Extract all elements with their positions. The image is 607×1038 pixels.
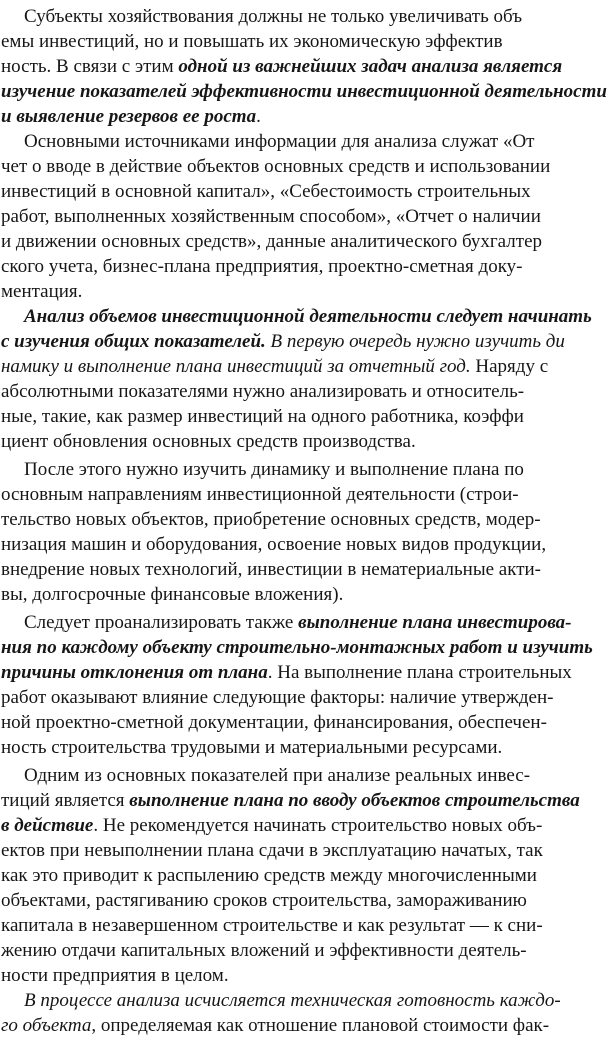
- text-line: [1, 532, 557, 557]
- text-run: работ оказывают влияние следующие факторы: наличие утвержден-: [1, 687, 554, 708]
- text-run: жению отдачи капитальных вложений и эффективности деятель-: [1, 940, 527, 961]
- text-line: [1, 204, 557, 229]
- text-line: [1, 988, 561, 1013]
- text-line: [1, 610, 572, 635]
- text-run: емы инвестиций, но и повышать их экономическую эффектив: [1, 31, 503, 52]
- text-run: ной проектно-сметной документации, финансирования, обеспечен-: [1, 712, 547, 733]
- bold-italic-run: выполнение плана инвестирова-: [298, 612, 572, 633]
- italic-run: го объекта: [1, 1015, 92, 1036]
- text-line: [1, 838, 557, 863]
- text-line: [1, 329, 565, 354]
- italic-run: намику и выполнение плана инвестиций за отчетный год.: [1, 356, 471, 377]
- text-line: [1, 710, 557, 735]
- text-line: [1, 429, 557, 454]
- text-line: [1, 154, 557, 179]
- text-run: инвестиций в основной капитал», «Себестоимость строительных: [1, 181, 531, 202]
- paragraph-7: [1, 988, 561, 1038]
- bold-italic-run: ния по каждому объекту строительно-монтажных работ и изучить: [1, 637, 593, 658]
- text-line: [1, 963, 557, 988]
- text-line: [1, 279, 557, 304]
- text-line: [1, 379, 557, 404]
- text-line: [1, 582, 557, 607]
- text-line: [1, 913, 557, 938]
- text-line: [1, 685, 557, 710]
- text-line: [1, 254, 557, 279]
- text-line: [1, 79, 607, 104]
- text-line: [1, 938, 557, 963]
- paragraph-5: [1, 610, 593, 760]
- text-line: [1, 129, 557, 154]
- text-run: основным направлениям инвестиционной деятельности (строи-: [1, 484, 519, 505]
- text-run: тиций является: [1, 790, 130, 811]
- text-run: . Не рекомендуется начинать строительство новых объ-: [93, 815, 543, 836]
- text-run: Следует проанализировать также: [24, 612, 299, 633]
- text-run: ментация.: [1, 281, 83, 302]
- text-run: ность строительства трудовыми и материальными ресурсами.: [1, 737, 503, 758]
- text-run: Одним из основных показателей при анализе реальных инвес-: [24, 765, 531, 786]
- text-run: объектами, растягиванию сроков строительства, замораживанию: [1, 890, 527, 911]
- bold-italic-run: в действие: [1, 815, 94, 836]
- text-run: ность. В связи с этим: [1, 56, 179, 77]
- text-line: [1, 557, 557, 582]
- bold-italic-run: выполнение плана по вводу объектов строительства: [129, 790, 580, 811]
- text-run: , определяемая как отношение плановой стоимости фак-: [91, 1015, 550, 1036]
- text-line: [1, 507, 557, 532]
- text-line: [1, 482, 557, 507]
- bold-italic-run: и выявление резервов ее роста: [1, 106, 257, 127]
- text-run: Наряду с: [470, 356, 549, 377]
- text-run: чет о вводе в действие объектов основных средств и использовании: [1, 156, 551, 177]
- italic-run: В процессе анализа исчисляется техническая готовность каждо-: [24, 990, 561, 1011]
- text-run: ности предприятия в целом.: [1, 965, 229, 986]
- text-run: и движении основных средств», данные аналитического бухгалтер: [1, 231, 542, 252]
- text-line: [1, 863, 557, 888]
- text-run: .: [256, 106, 261, 127]
- bold-italic-run: изучение показателей эффективности инвестиционной деятельности: [1, 81, 607, 102]
- text-line: [1, 1013, 557, 1038]
- text-run: абсолютными показателями нужно анализировать и относитель-: [1, 381, 525, 402]
- paragraph-3: [1, 304, 592, 454]
- text-run: . На выполнение плана строительных: [267, 662, 572, 683]
- bold-italic-run: одной из важнейших задач анализа является: [178, 56, 563, 77]
- text-run: работ, выполненных хозяйственным способом», «Отчет о наличии: [1, 206, 541, 227]
- text-run: ектов при невыполнении плана сдачи в эксплуатацию начатых, так: [1, 840, 543, 861]
- text-line: [1, 763, 557, 788]
- text-line: [1, 29, 557, 54]
- text-run: капитала в незавершенном строительстве и как результат — к сни-: [1, 915, 543, 936]
- text-line: [1, 457, 557, 482]
- bold-italic-run: Анализ объемов инвестиционной деятельности следует начинать: [24, 306, 592, 327]
- paragraph-1: [1, 4, 607, 129]
- text-run: вы, долгосрочные финансовые вложения).: [1, 584, 344, 605]
- bold-italic-run: причины отклонения от плана: [1, 662, 268, 683]
- text-line: [1, 404, 557, 429]
- paragraph-4: [1, 457, 557, 607]
- text-line: [1, 888, 557, 913]
- text-run: После этого нужно изучить динамику и выполнение плана по: [24, 459, 524, 480]
- text-line: [1, 735, 557, 760]
- text-line: [1, 813, 557, 838]
- text-line: [1, 660, 572, 685]
- text-run: внедрение новых технологий, инвестиции в нематериальные акти-: [1, 559, 542, 580]
- text-line: [1, 4, 557, 29]
- text-run: циент обновления основных средств производства.: [1, 431, 416, 452]
- italic-run: В первую очередь нужно изучить ди: [270, 331, 565, 352]
- paragraph-2: [1, 129, 557, 304]
- text-run: как это приводит к распылению средств между многочисленными: [1, 865, 537, 886]
- bold-italic-run: с изучения общих показателей.: [1, 331, 271, 352]
- text-run: ные, такие, как размер инвестиций на одного работника, коэффи: [1, 406, 524, 427]
- text-line: [1, 104, 557, 129]
- text-line: [1, 229, 557, 254]
- text-run: низация машин и оборудования, освоение новых видов продукции,: [1, 534, 547, 555]
- text-line: [1, 354, 557, 379]
- text-line: [1, 788, 580, 813]
- paragraph-6: [1, 763, 580, 988]
- text-line: [1, 304, 592, 329]
- text-run: Основными источниками информации для анализа служат «От: [24, 131, 535, 152]
- text-line: [1, 54, 563, 79]
- text-line: [1, 179, 557, 204]
- text-run: ского учета, бизнес-плана предприятия, проектно-сметная доку-: [1, 256, 523, 277]
- text-run: тельство новых объектов, приобретение основных средств, модер-: [1, 509, 541, 530]
- text-line: [1, 635, 593, 660]
- text-run: Субъекты хозяйствования должны не только увеличивать объ: [24, 6, 523, 27]
